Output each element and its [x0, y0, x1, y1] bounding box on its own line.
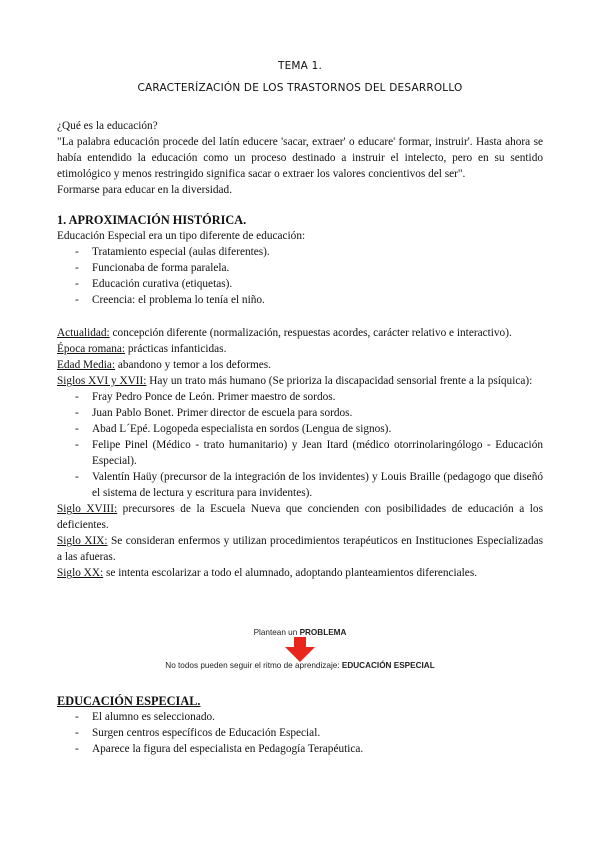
- period-text: Se consideran enfermos y utilizan procedimientos terapéuticos en Instituciones Especializadas a las afueras.: [57, 535, 543, 563]
- list-item: - Educación curativa (etiquetas).: [57, 276, 543, 292]
- history-siglos: [57, 373, 543, 389]
- period-text: Hay un trato más humano (Se prioriza la discapacidad sensorial frente a la psíquica):: [146, 375, 533, 387]
- history-media: [57, 357, 543, 373]
- list-item: - Fray Pedro Ponce de León. Primer maestro de sordos.: [57, 389, 543, 405]
- bullet-list: [57, 244, 543, 308]
- section-heading: EDUCACIÓN ESPECIAL.: [57, 694, 201, 708]
- history-actualidad: [57, 325, 543, 341]
- period-label: Siglo XVIII:: [57, 503, 118, 515]
- list-item: - Aparece la figura del especialista en Pedagogía Terapéutica.: [57, 741, 543, 757]
- section-special-education: [57, 693, 543, 757]
- period-text: abandono y temor a los deformes.: [115, 359, 271, 371]
- period-label: Siglos XVI y XVII:: [57, 375, 147, 387]
- history-block: [57, 325, 543, 581]
- history-romana: [57, 341, 543, 357]
- figure-bottom-strong: EDUCACIÓN ESPECIAL: [341, 661, 435, 670]
- period-label: Actualidad:: [57, 327, 110, 339]
- figure-bottom-prefix: No todos pueden seguir el ritmo de aprendizaje:: [165, 661, 342, 670]
- period-text: concepción diferente (normalización, respuestas acordes, carácter relativo e interactivo).: [109, 327, 512, 339]
- list-item: - Felipe Pinel (Médico - trato humanitario) y Jean Itard (médico otorrinolaringólogo - Educación Especial).: [57, 437, 543, 469]
- bullet-list: [57, 389, 543, 501]
- history-xix: [57, 533, 543, 565]
- document-subtitle: CARACTERÍZACIÓN DE LOS TRASTORNOS DEL DESARROLLO: [137, 82, 463, 94]
- list-item: - El alumno es seleccionado.: [57, 709, 543, 725]
- period-label: Siglo XX:: [57, 567, 104, 579]
- period-label: Siglo XIX:: [57, 535, 108, 547]
- period-label: Época romana:: [57, 343, 126, 355]
- list-item: - Tratamiento especial (aulas diferentes).: [57, 244, 543, 260]
- figure-top-strong: PROBLEMA: [299, 628, 347, 637]
- list-item: - Funcionaba de forma paralela.: [57, 260, 543, 276]
- section-heading: 1. APROXIMACIÓN HISTÓRICA.: [57, 213, 247, 227]
- intro-question: ¿Qué es la educación?: [57, 120, 158, 132]
- section-historical: [57, 212, 543, 308]
- period-text: se intenta escolarizar a todo el alumnado, adoptando planteamientos diferenciales.: [103, 567, 478, 579]
- figure-top-prefix: Plantean un: [253, 628, 300, 637]
- list-item: - Surgen centros específicos de Educación Especial.: [57, 725, 543, 741]
- history-xx: [57, 565, 543, 581]
- history-xviii: [57, 501, 543, 533]
- period-text: prácticas infanticidas.: [125, 343, 227, 355]
- intro-quote: "La palabra educación procede del latín educere 'sacar, extraer' o educare' formar, instruir'. Hasta ahora se había entendido la educación como un proceso destinado a instruir el intelecto, pero en su sentido etimológico y menos restringido significa sacar o extraer los valores concientivos del ser".: [57, 136, 543, 180]
- period-text: precursores de la Escuela Nueva que concienden con posibilidades de educación a los deficientes.: [57, 503, 543, 531]
- period-label: Edad Media:: [57, 359, 116, 371]
- list-item: - Creencia: el problema lo tenía el niño.: [57, 292, 543, 308]
- list-item: - Abad L´Epé. Logopeda especialista en sordos (Lengua de signos).: [57, 421, 543, 437]
- intro-closing: Formarse para educar en la diversidad.: [57, 184, 233, 196]
- list-item: - Juan Pablo Bonet. Primer director de escuela para sordos.: [57, 405, 543, 421]
- document-title: TEMA 1.: [277, 60, 323, 72]
- list-item: - Valentín Haüy (precursor de la integración de los invidentes) y Louis Braille (pedagogo que diseñó el sistema de lectura y escritura para invidentes).: [57, 469, 543, 501]
- section-lead: Educación Especial era un tipo diferente de educación:: [57, 230, 306, 242]
- bullet-list: [57, 709, 543, 757]
- figure-bottom-caption: [0, 658, 600, 674]
- intro-block: [57, 118, 543, 198]
